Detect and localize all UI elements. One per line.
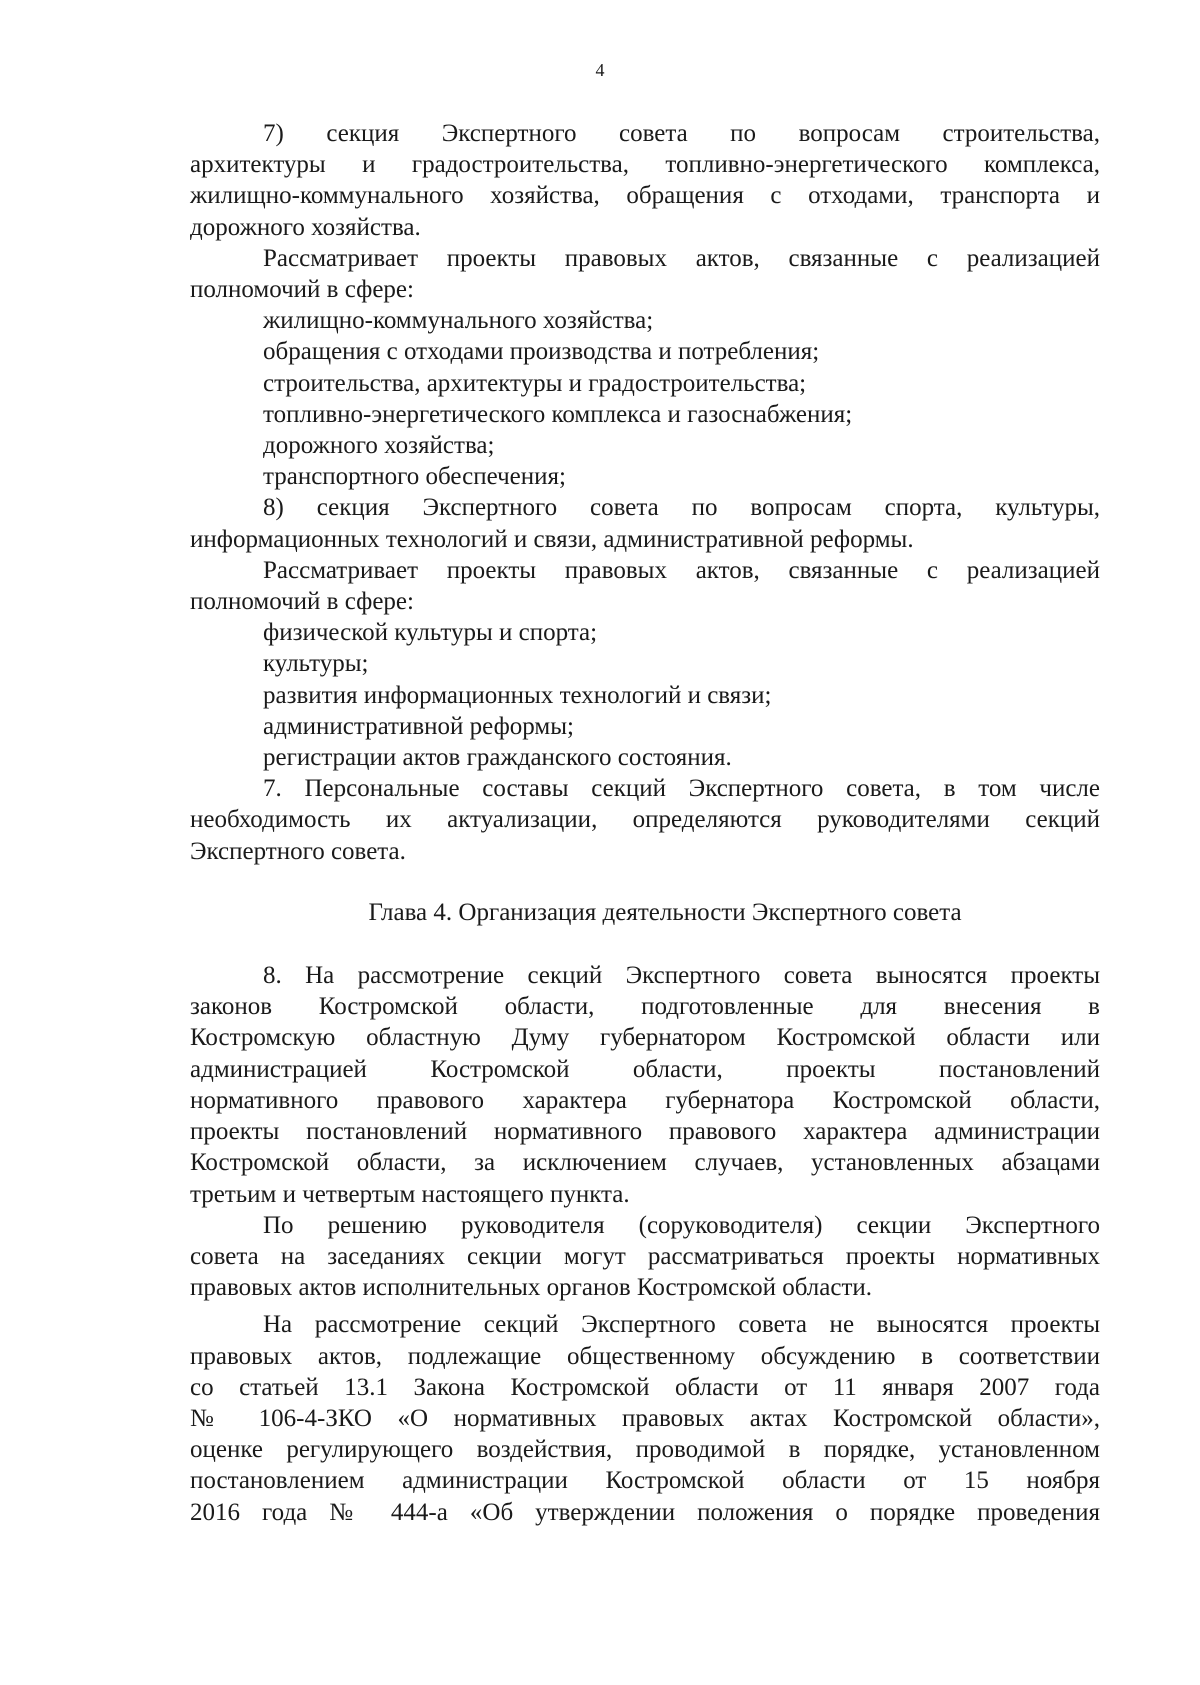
page-number: 4 bbox=[595, 60, 605, 80]
section8-intro-line: полномочий в сфере: bbox=[190, 588, 414, 616]
section8-title-line: 8) секция Экспертного совета по вопросам спорта, культуры, bbox=[263, 494, 1100, 522]
decision-line: правовых актов исполнительных органов Костромской области. bbox=[190, 1274, 873, 1302]
exclusion-line: На рассмотрение секций Экспертного совета не выносятся проекты bbox=[263, 1311, 1100, 1339]
section8-list-item: культуры; bbox=[263, 650, 369, 678]
decision-line: По решению руководителя (соруководителя) секции Экспертного bbox=[263, 1211, 1100, 1239]
clause8-line: третьим и четвертым настоящего пункта. bbox=[190, 1180, 630, 1208]
section7-intro-line: Рассматривает проекты правовых актов, связанные с реализацией bbox=[263, 244, 1100, 272]
section7-title-line: 7) секция Экспертного совета по вопросам строительства, bbox=[263, 120, 1100, 147]
clause7-line: Экспертного совета. bbox=[190, 837, 406, 865]
section7-title-line: жилищно-коммунального хозяйства, обращения с отходами, транспорта и bbox=[190, 182, 1100, 210]
section7-intro-line: полномочий в сфере: bbox=[190, 276, 414, 304]
section7-list-item: транспортного обеспечения; bbox=[263, 463, 566, 491]
clause8-line: 8. На рассмотрение секций Экспертного совета выносятся проекты bbox=[263, 962, 1100, 990]
section7-list-item: обращения с отходами производства и потребления; bbox=[263, 338, 820, 366]
exclusion-line: постановлением администрации Костромской области от 15 ноября bbox=[190, 1467, 1100, 1495]
section7-title-line: архитектуры и градостроительства, топливно-энергетического комплекса, bbox=[190, 151, 1100, 179]
decision-line: совета на заседаниях секции могут рассматриваться проекты нормативных bbox=[190, 1242, 1100, 1270]
clause8-line: Костромской области, за исключением случаев, установленных абзацами bbox=[190, 1149, 1100, 1177]
clause8-line: Костромскую областную Думу губернатором Костромской области или bbox=[190, 1024, 1100, 1052]
section8-intro-line: Рассматривает проекты правовых актов, связанные с реализацией bbox=[263, 556, 1100, 584]
section7-title-line: дорожного хозяйства. bbox=[190, 213, 421, 241]
document-body bbox=[190, 118, 1100, 1528]
exclusion-line: оценке регулирующего воздействия, проводимой в порядке, установленном bbox=[190, 1436, 1100, 1464]
exclusion-line: 2016 года № 444-а «Об утверждении положения о порядке проведения bbox=[190, 1498, 1100, 1526]
exclusion-line: правовых актов, подлежащие общественному обсуждению в соответствии bbox=[190, 1342, 1100, 1370]
clause8-line: проекты постановлений нормативного правового характера администрации bbox=[190, 1118, 1100, 1146]
section8-title-line: информационных технологий и связи, административной реформы. bbox=[190, 525, 914, 553]
clause8-line: законов Костромской области, подготовленные для внесения в bbox=[190, 993, 1100, 1021]
section8-list-item: регистрации актов гражданского состояния. bbox=[263, 744, 732, 772]
clause7-line: необходимость их актуализации, определяются руководителями секций bbox=[190, 806, 1100, 834]
section7-list-item: топливно-энергетического комплекса и газоснабжения; bbox=[263, 400, 853, 428]
exclusion-line: № 106-4-ЗКО «О нормативных правовых актах Костромской области», bbox=[190, 1404, 1100, 1432]
clause7-line: 7. Персональные составы секций Экспертного совета, в том числе bbox=[263, 775, 1100, 803]
chapter-heading: Глава 4. Организация деятельности Экспертного совета bbox=[368, 898, 962, 926]
section8-list-item: физической культуры и спорта; bbox=[263, 619, 598, 647]
section8-list-item: административной реформы; bbox=[263, 712, 574, 740]
clause8-line: администрацией Костромской области, проекты постановлений bbox=[190, 1055, 1100, 1083]
section8-list-item: развития информационных технологий и связи; bbox=[263, 681, 772, 709]
section7-list-item: жилищно-коммунального хозяйства; bbox=[263, 307, 654, 335]
exclusion-line: со статьей 13.1 Закона Костромской области от 11 января 2007 года bbox=[190, 1373, 1100, 1401]
section7-list-item: строительства, архитектуры и градостроительства; bbox=[263, 369, 807, 397]
section7-list-item: дорожного хозяйства; bbox=[263, 432, 495, 460]
clause8-line: нормативного правового характера губернатора Костромской области, bbox=[190, 1086, 1100, 1114]
